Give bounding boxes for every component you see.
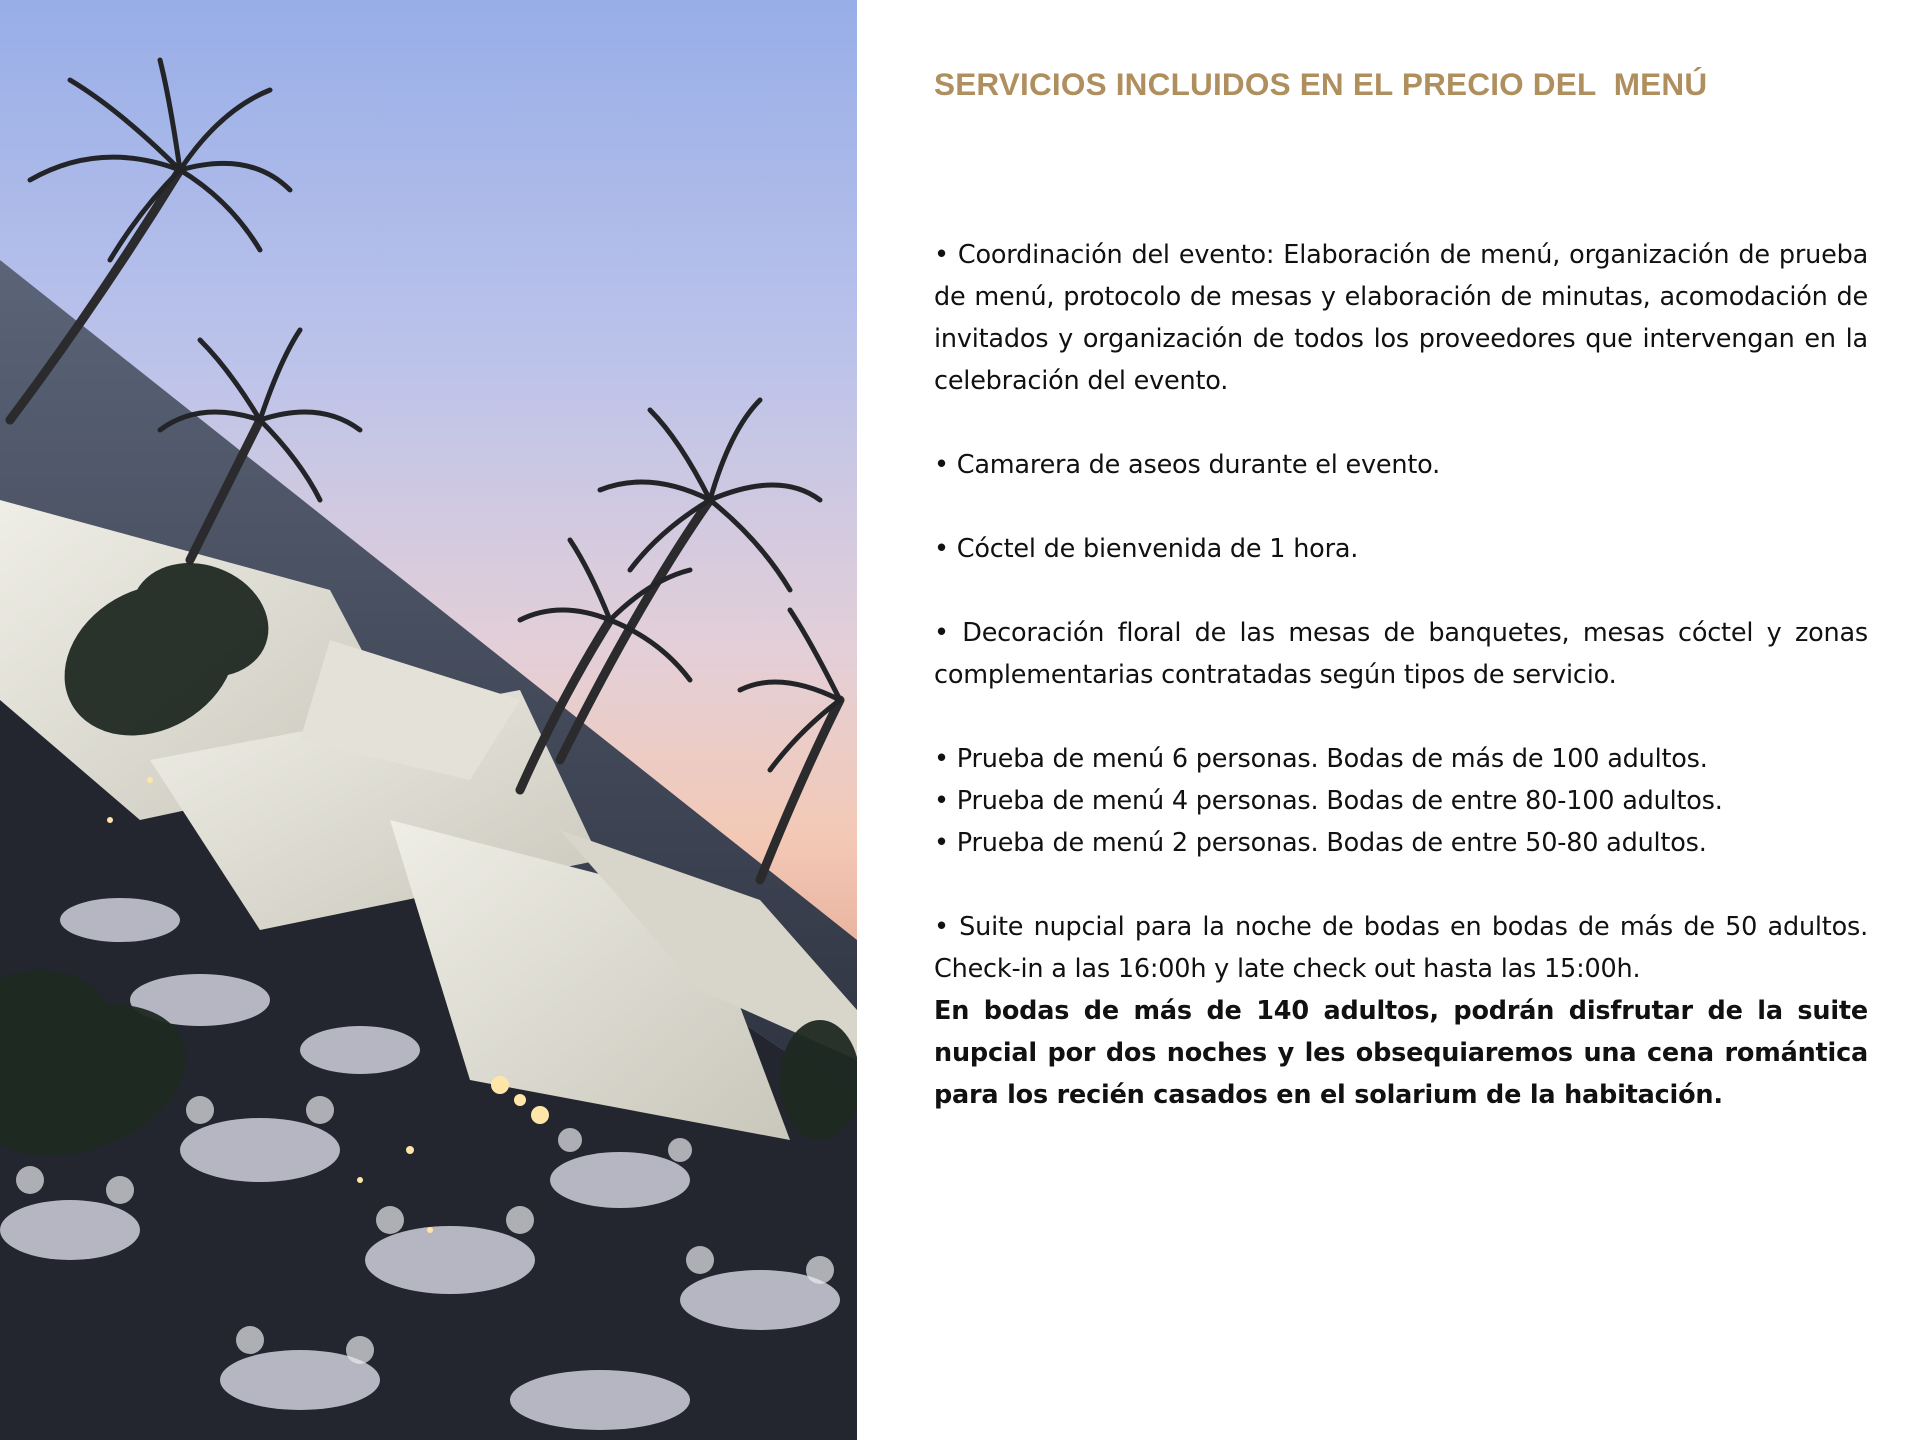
service-item-welcome-cocktail: • Cóctel de bienvenida de 1 hora.: [934, 534, 1359, 564]
page-title: SERVICIOS INCLUIDOS EN EL PRECIO DEL MENÚ: [934, 66, 1708, 102]
spacer: [934, 864, 1868, 906]
service-item-tasting-6: • Prueba de menú 6 personas. Bodas de más de 100 adultos.: [934, 744, 1708, 774]
services-list: [934, 234, 1868, 1116]
service-item-tasting-4: • Prueba de menú 4 personas. Bodas de entre 80-100 adultos.: [934, 786, 1723, 816]
venue-photo: [0, 0, 857, 1440]
spacer: [934, 696, 1868, 738]
service-item-bridal-suite-bonus: En bodas de más de 140 adultos, podrán disfrutar de la suite nupcial por dos noches y les obsequiaremos una cena romántica para los recién casados en el solarium de la habitación.: [934, 996, 1868, 1110]
service-item-floral-decoration: • Decoración floral de las mesas de banquetes, mesas cóctel y zonas complementarias contratadas según tipos de servicio.: [934, 618, 1868, 690]
spacer: [934, 486, 1868, 528]
service-item-coordination: • Coordinación del evento: Elaboración de menú, organización de prueba de menú, protocolo de mesas y elaboración de minutas, acomodación de invitados y organización de todos los proveedores que intervengan en la celebración del evento.: [934, 240, 1868, 396]
venue-photo-illustration: [0, 0, 857, 1440]
service-item-bridal-suite: • Suite nupcial para la noche de bodas en bodas de más de 50 adultos. Check-in a las 16:00h y late check out hasta las 15:00h.: [934, 912, 1868, 984]
service-item-tasting-2: • Prueba de menú 2 personas. Bodas de entre 50-80 adultos.: [934, 828, 1707, 858]
spacer: [934, 570, 1868, 612]
spacer: [934, 402, 1868, 444]
service-item-restroom-attendant: • Camarera de aseos durante el evento.: [934, 450, 1441, 480]
services-panel: [932, 0, 1868, 1440]
